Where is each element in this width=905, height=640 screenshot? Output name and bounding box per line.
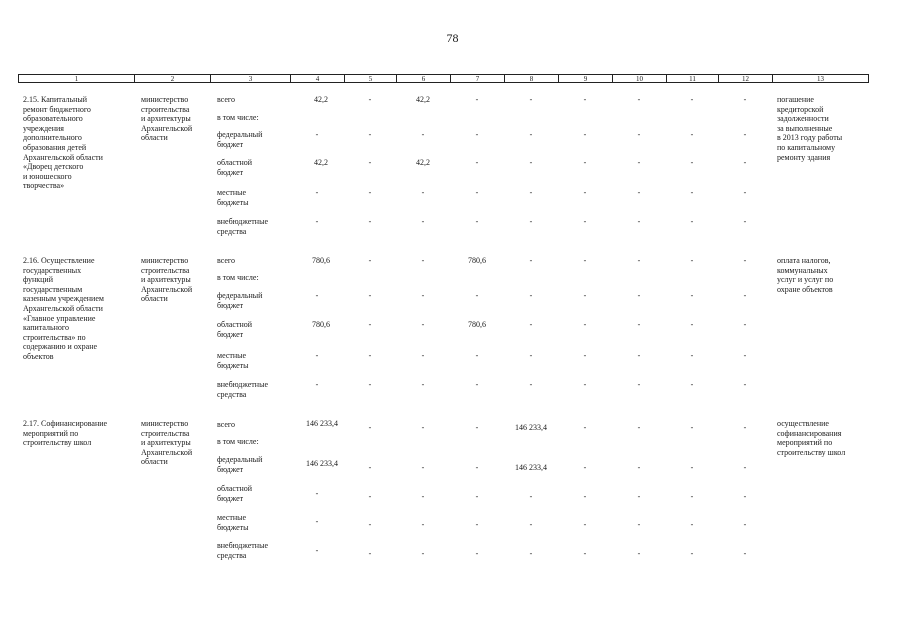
label-regional: областной бюджет — [217, 320, 253, 339]
dash: - — [475, 520, 479, 529]
label-local: местные бюджеты — [217, 351, 249, 370]
dash: - — [583, 549, 587, 558]
dash: - — [368, 95, 372, 104]
dash: - — [368, 380, 372, 389]
value-regional: 42,2 — [314, 158, 328, 167]
dash: - — [368, 520, 372, 529]
dash: - — [315, 517, 319, 526]
dash: - — [637, 351, 641, 360]
dash: - — [421, 291, 425, 300]
label-including: в том числе: — [217, 113, 259, 122]
dash: - — [475, 130, 479, 139]
header-cell-4: 4 — [290, 74, 344, 83]
dash: - — [637, 291, 641, 300]
dash: - — [421, 130, 425, 139]
label-local: местные бюджеты — [217, 513, 249, 532]
header-cell-13: 13 — [772, 74, 869, 83]
value-year: 780,6 — [468, 256, 486, 265]
dash: - — [421, 320, 425, 329]
dash: - — [421, 549, 425, 558]
dash: - — [743, 520, 747, 529]
dash: - — [529, 256, 533, 265]
dash: - — [690, 188, 694, 197]
header-cell-3: 3 — [210, 74, 290, 83]
value-regional-year: 780,6 — [468, 320, 486, 329]
page-number: 78 — [446, 31, 459, 45]
dash: - — [690, 320, 694, 329]
header-cell-10: 10 — [612, 74, 666, 83]
expected-result: оплата налогов, коммунальных услуг и услуг по охране объектов — [777, 256, 834, 294]
dash: - — [583, 95, 587, 104]
section-title: 2.16. Осуществление государственных функций государственным казенным учреждением Архангельской области «Главное управление капитального строительства» по содержанию и охране объектов — [23, 256, 104, 361]
dash: - — [637, 188, 641, 197]
dash: - — [583, 256, 587, 265]
dash: - — [421, 351, 425, 360]
dash: - — [529, 158, 533, 167]
dash: - — [368, 158, 372, 167]
dash: - — [583, 463, 587, 472]
dash: - — [529, 549, 533, 558]
dash: - — [368, 217, 372, 226]
value-year: 146 233,4 — [515, 423, 547, 432]
dash: - — [315, 291, 319, 300]
dash: - — [583, 320, 587, 329]
dash: - — [368, 351, 372, 360]
dash: - — [583, 492, 587, 501]
dash: - — [743, 351, 747, 360]
dash: - — [583, 380, 587, 389]
dash: - — [529, 351, 533, 360]
dash: - — [583, 351, 587, 360]
label-including: в том числе: — [217, 437, 259, 446]
dash: - — [315, 130, 319, 139]
dash: - — [529, 291, 533, 300]
dash: - — [583, 130, 587, 139]
header-cell-2: 2 — [134, 74, 210, 83]
dash: - — [743, 95, 747, 104]
label-extra: внебюджетные средства — [217, 541, 268, 560]
dash: - — [315, 217, 319, 226]
dash: - — [315, 380, 319, 389]
dash: - — [315, 546, 319, 555]
label-total: всего — [217, 420, 236, 429]
dash: - — [637, 492, 641, 501]
dash: - — [421, 380, 425, 389]
executor: министерство строительства и архитектуры Архангельской области — [141, 95, 193, 143]
dash: - — [690, 158, 694, 167]
value-total: 42,2 — [314, 95, 328, 104]
section-title: 2.15. Капитальный ремонт бюджетного образовательного учреждения дополнительного образования детей Архангельской области «Дворец детского и юношеского творчества» — [23, 95, 103, 191]
dash: - — [637, 158, 641, 167]
header-cell-12: 12 — [718, 74, 772, 83]
dash: - — [637, 549, 641, 558]
executor: министерство строительства и архитектуры Архангельской области — [141, 256, 193, 304]
dash: - — [315, 351, 319, 360]
header-cell-5: 5 — [344, 74, 396, 83]
dash: - — [637, 95, 641, 104]
dash: - — [690, 463, 694, 472]
label-federal: федеральный бюджет — [217, 291, 263, 310]
dash: - — [368, 423, 372, 432]
dash: - — [475, 188, 479, 197]
dash: - — [529, 130, 533, 139]
section-title: 2.17. Софинансирование мероприятий по строительству школ — [23, 419, 108, 448]
dash: - — [368, 463, 372, 472]
dash: - — [529, 320, 533, 329]
label-federal: федеральный бюджет — [217, 130, 263, 149]
dash: - — [743, 256, 747, 265]
dash: - — [690, 520, 694, 529]
dash: - — [583, 423, 587, 432]
dash: - — [368, 291, 372, 300]
dash: - — [743, 130, 747, 139]
header-cell-1: 1 — [18, 74, 134, 83]
dash: - — [690, 291, 694, 300]
dash: - — [421, 492, 425, 501]
label-extra: внебюджетные средства — [217, 380, 268, 399]
label-local: местные бюджеты — [217, 188, 249, 207]
value-federal: 146 233,4 — [306, 459, 338, 468]
dash: - — [690, 380, 694, 389]
dash: - — [583, 291, 587, 300]
dash: - — [529, 95, 533, 104]
header-cell-11: 11 — [666, 74, 718, 83]
dash: - — [421, 520, 425, 529]
dash: - — [637, 380, 641, 389]
dash: - — [421, 256, 425, 265]
dash: - — [529, 492, 533, 501]
label-total: всего — [217, 256, 236, 265]
dash: - — [529, 520, 533, 529]
dash: - — [743, 291, 747, 300]
value-total: 780,6 — [312, 256, 330, 265]
dash: - — [583, 188, 587, 197]
header-cell-7: 7 — [450, 74, 504, 83]
dash: - — [690, 95, 694, 104]
dash: - — [743, 492, 747, 501]
header-cell-6: 6 — [396, 74, 450, 83]
dash: - — [475, 291, 479, 300]
dash: - — [583, 520, 587, 529]
expected-result: погашение кредиторской задолженности за выполненные в 2013 году работы по капитальному ремонту здания — [777, 95, 843, 162]
dash: - — [743, 188, 747, 197]
dash: - — [475, 158, 479, 167]
dash: - — [529, 188, 533, 197]
dash: - — [690, 256, 694, 265]
label-regional: областной бюджет — [217, 158, 253, 177]
dash: - — [690, 130, 694, 139]
label-total: всего — [217, 95, 236, 104]
dash: - — [475, 423, 479, 432]
dash: - — [690, 549, 694, 558]
dash: - — [315, 188, 319, 197]
label-federal: федеральный бюджет — [217, 455, 263, 474]
dash: - — [637, 130, 641, 139]
dash: - — [583, 158, 587, 167]
dash: - — [637, 520, 641, 529]
value-year: 42,2 — [416, 95, 430, 104]
dash: - — [368, 256, 372, 265]
dash: - — [743, 380, 747, 389]
dash: - — [368, 320, 372, 329]
dash: - — [529, 380, 533, 389]
dash: - — [637, 423, 641, 432]
dash: - — [475, 380, 479, 389]
label-regional: областной бюджет — [217, 484, 253, 503]
dash: - — [368, 492, 372, 501]
dash: - — [421, 188, 425, 197]
value-total: 146 233,4 — [306, 419, 338, 428]
header-cell-8: 8 — [504, 74, 558, 83]
dash: - — [690, 217, 694, 226]
dash: - — [421, 423, 425, 432]
dash: - — [475, 95, 479, 104]
dash: - — [690, 492, 694, 501]
dash: - — [475, 549, 479, 558]
dash: - — [421, 217, 425, 226]
header-cell-9: 9 — [558, 74, 612, 83]
value-regional: 780,6 — [312, 320, 330, 329]
dash: - — [743, 217, 747, 226]
dash: - — [637, 256, 641, 265]
dash: - — [421, 463, 425, 472]
expected-result: осуществление софинансирования мероприятий по строительству школ — [777, 419, 846, 457]
value-regional-year: 42,2 — [416, 158, 430, 167]
executor: министерство строительства и архитектуры Архангельской области — [141, 419, 193, 467]
dash: - — [743, 158, 747, 167]
dash: - — [637, 463, 641, 472]
dash: - — [637, 217, 641, 226]
dash: - — [583, 217, 587, 226]
dash: - — [637, 320, 641, 329]
dash: - — [368, 130, 372, 139]
dash: - — [315, 489, 319, 498]
label-including: в том числе: — [217, 273, 259, 282]
dash: - — [475, 217, 479, 226]
dash: - — [368, 549, 372, 558]
dash: - — [743, 463, 747, 472]
dash: - — [743, 549, 747, 558]
dash: - — [529, 217, 533, 226]
value-federal-year: 146 233,4 — [515, 463, 547, 472]
label-extra: внебюджетные средства — [217, 217, 268, 236]
dash: - — [368, 188, 372, 197]
dash: - — [475, 351, 479, 360]
dash: - — [690, 423, 694, 432]
dash: - — [690, 351, 694, 360]
dash: - — [475, 492, 479, 501]
dash: - — [743, 320, 747, 329]
dash: - — [743, 423, 747, 432]
dash: - — [475, 463, 479, 472]
